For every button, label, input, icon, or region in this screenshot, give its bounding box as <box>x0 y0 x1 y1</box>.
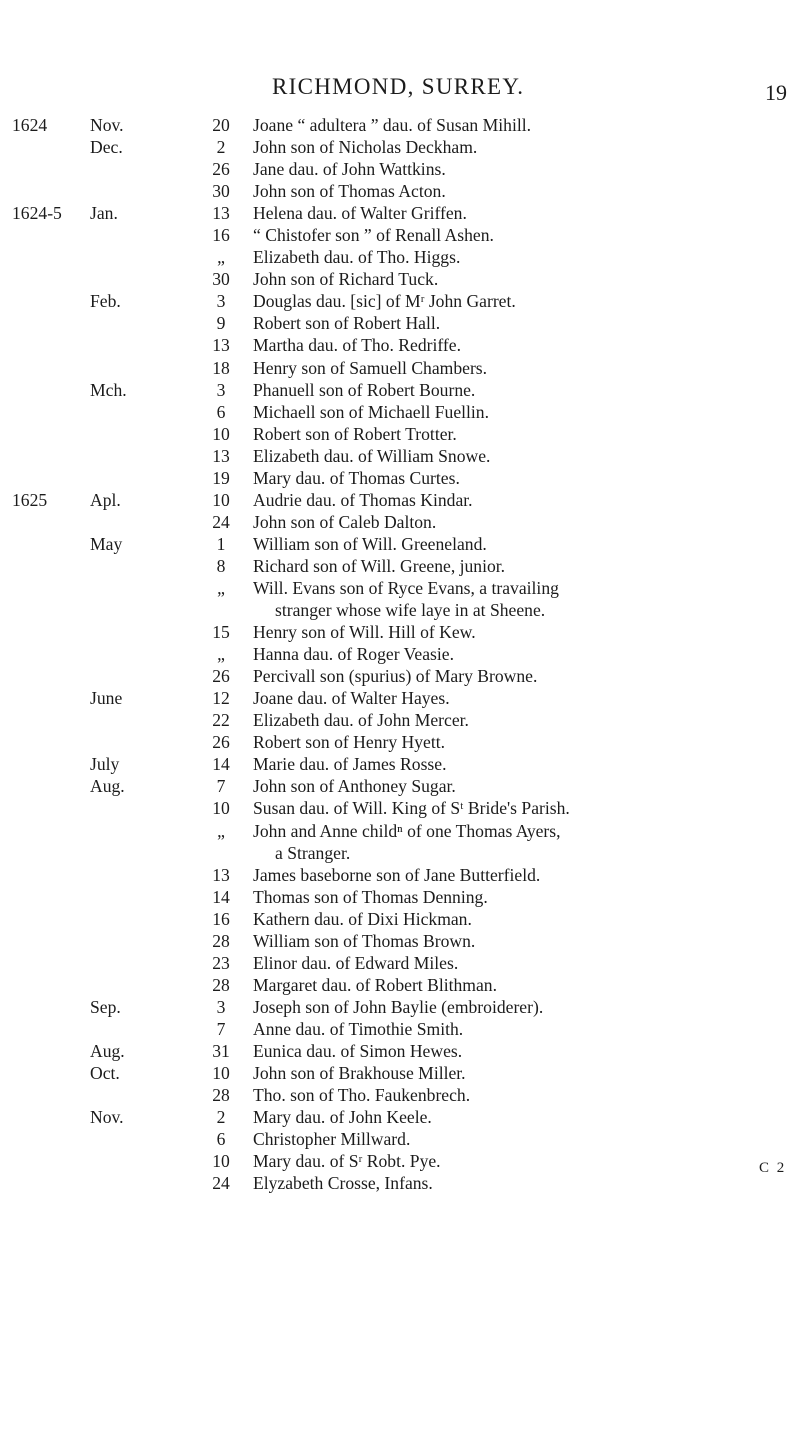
entry-text <box>253 202 793 224</box>
register-entry <box>0 930 800 952</box>
register-entry <box>0 268 800 290</box>
entry-text-main: Joane dau. of Walter Hayes. <box>253 688 450 709</box>
entry-day: „ <box>217 820 225 841</box>
entry-text-main: Martha dau. of Tho. Redriffe. <box>253 335 461 356</box>
register-entry <box>0 1084 800 1106</box>
entry-text-main: Margaret dau. of Robert Blithman. <box>253 974 497 995</box>
entry-month: Mch. <box>90 379 127 400</box>
register-entry <box>0 334 800 356</box>
register-entry <box>0 357 800 379</box>
entry-text <box>253 445 793 467</box>
register-entry <box>0 401 800 423</box>
entry-text <box>253 797 793 819</box>
entry-day: 16 <box>212 225 230 246</box>
entry-text-main: Elyzabeth Crosse, Infans. <box>253 1173 433 1194</box>
register-entry <box>0 820 800 864</box>
entry-day: 26 <box>212 666 230 687</box>
entry-text-main: Robert son of Robert Trotter. <box>253 423 457 444</box>
entry-day: 14 <box>212 754 230 775</box>
entry-text-main: John son of Nicholas Deckham. <box>253 137 478 158</box>
register-entry <box>0 621 800 643</box>
entry-day: 10 <box>212 423 230 444</box>
entry-text-main: John son of Caleb Dalton. <box>253 511 437 532</box>
entry-text <box>253 180 793 202</box>
entry-day: 10 <box>212 489 230 510</box>
entry-text <box>253 974 793 996</box>
entry-text <box>253 357 793 379</box>
entry-text-main: Mary dau. of Thomas Curtes. <box>253 467 460 488</box>
register-entry <box>0 687 800 709</box>
entry-month: Dec. <box>90 137 123 158</box>
page-header <box>0 74 800 104</box>
entry-day: 3 <box>216 379 226 400</box>
entry-text-main: John son of Anthoney Sugar. <box>253 776 456 797</box>
entry-text <box>253 952 793 974</box>
entry-text <box>253 753 793 775</box>
entry-text-main: Eunica dau. of Simon Hewes. <box>253 1040 463 1061</box>
entry-text-main: James baseborne son of Jane Butterfield. <box>253 864 541 885</box>
entry-day: 24 <box>212 1173 230 1194</box>
entry-day: 1 <box>216 533 226 554</box>
entry-day: 28 <box>212 974 230 995</box>
register-entry <box>0 312 800 334</box>
entry-month: Nov. <box>90 1107 124 1128</box>
entry-day: 19 <box>212 467 230 488</box>
entry-text-main: Robert son of Henry Hyett. <box>253 732 446 753</box>
entry-text-main: John and Anne childⁿ of one Thomas Ayers, <box>253 820 561 841</box>
entry-month: Feb. <box>90 291 121 312</box>
entry-text <box>253 996 793 1018</box>
register-entry <box>0 290 800 312</box>
entry-text-main: Tho. son of Tho. Faukenbrech. <box>253 1085 471 1106</box>
entry-day: 10 <box>212 1151 230 1172</box>
entry-text-main: Will. Evans son of Ryce Evans, a travailing <box>253 577 559 598</box>
entry-text-main: Jane dau. of John Wattkins. <box>253 159 446 180</box>
entry-text <box>253 1172 793 1194</box>
entry-month: Sep. <box>90 996 121 1017</box>
entry-text-main: Richard son of Will. Greene, junior. <box>253 555 506 576</box>
entry-day: 6 <box>216 401 226 422</box>
entry-text <box>253 687 793 709</box>
entry-day: 13 <box>212 445 230 466</box>
register-entry <box>0 1172 800 1194</box>
entry-day: 2 <box>216 1107 226 1128</box>
entry-text-main: Henry son of Will. Hill of Kew. <box>253 622 476 643</box>
entry-day: 24 <box>212 511 230 532</box>
entry-day: 7 <box>216 776 226 797</box>
entry-day: 10 <box>212 798 230 819</box>
entry-text-continuation: stranger whose wife laye in at Sheene. <box>275 600 546 621</box>
entry-text-main: John son of Richard Tuck. <box>253 269 439 290</box>
entry-day: 30 <box>212 269 230 290</box>
entry-text-main: Elinor dau. of Edward Miles. <box>253 952 459 973</box>
entry-text <box>253 643 793 665</box>
entry-text-main: Elizabeth dau. of William Snowe. <box>253 445 491 466</box>
entry-text-main: Kathern dau. of Dixi Hickman. <box>253 908 472 929</box>
entry-text-main: John son of Thomas Acton. <box>253 181 446 202</box>
entry-day: 20 <box>212 115 230 135</box>
entry-text-main: Marie dau. of James Rosse. <box>253 754 447 775</box>
entry-day: 18 <box>212 357 230 378</box>
entry-text <box>253 158 793 180</box>
register-entry <box>0 533 800 555</box>
entry-day: 13 <box>212 335 230 356</box>
entry-text-main: Henry son of Samuell Chambers. <box>253 357 488 378</box>
entry-text-main: “ Chistofer son ” of Renall Ashen. <box>253 225 494 246</box>
entry-day: 2 <box>216 137 226 158</box>
register-entry <box>0 202 800 224</box>
entry-text <box>253 820 793 864</box>
entry-day: „ <box>217 644 225 665</box>
entry-text <box>253 731 793 753</box>
entry-text <box>253 775 793 797</box>
entry-text-main: Michaell son of Michaell Fuellin. <box>253 401 490 422</box>
entry-year: 1625 <box>12 489 48 510</box>
entry-day: 3 <box>216 291 226 312</box>
register-entry <box>0 1062 800 1084</box>
entry-text-main: Audrie dau. of Thomas Kindar. <box>253 489 473 510</box>
register-entry <box>0 709 800 731</box>
entry-month: Apl. <box>90 489 121 510</box>
entry-day: 16 <box>212 908 230 929</box>
register-entry <box>0 114 800 136</box>
register-entry <box>0 555 800 577</box>
register-entry <box>0 753 800 775</box>
entry-text-main: Joseph son of John Baylie (embroiderer). <box>253 996 544 1017</box>
entry-day: 12 <box>212 688 230 709</box>
register-entry <box>0 1018 800 1040</box>
register-entry <box>0 136 800 158</box>
register-entry <box>0 1040 800 1062</box>
entry-text <box>253 1018 793 1040</box>
entry-month: Aug. <box>90 1040 125 1061</box>
entry-text <box>253 1106 793 1128</box>
register-entry <box>0 952 800 974</box>
entry-day: 15 <box>212 622 230 643</box>
entry-text <box>253 136 793 158</box>
entry-month: Aug. <box>90 776 125 797</box>
entry-day: 22 <box>212 710 230 731</box>
register-entry <box>0 1150 800 1172</box>
register-entry <box>0 180 800 202</box>
entry-month: June <box>90 688 123 709</box>
entry-day: 26 <box>212 732 230 753</box>
entry-text-continuation: a Stranger. <box>275 842 351 863</box>
entry-text-main: Phanuell son of Robert Bourne. <box>253 379 476 400</box>
entry-month: Jan. <box>90 203 118 224</box>
entry-text <box>253 268 793 290</box>
register-entry <box>0 379 800 401</box>
entry-text <box>253 1128 793 1150</box>
entry-day: 6 <box>216 1129 226 1150</box>
entry-text-main: Percivall son (spurius) of Mary Browne. <box>253 666 538 687</box>
entry-text <box>253 511 793 533</box>
entry-text <box>253 489 793 511</box>
register-entry <box>0 643 800 665</box>
register-entry <box>0 775 800 797</box>
register-entry <box>0 974 800 996</box>
register-entry <box>0 246 800 268</box>
entry-text <box>253 224 793 246</box>
entry-text <box>253 1040 793 1062</box>
entry-text-main: Anne dau. of Timothie Smith. <box>253 1018 464 1039</box>
register-entry <box>0 423 800 445</box>
entry-month: May <box>90 533 123 554</box>
entry-day: 8 <box>216 555 226 576</box>
entry-text <box>253 312 793 334</box>
register-entry <box>0 1128 800 1150</box>
entry-text-main: Hanna dau. of Roger Veasie. <box>253 644 454 665</box>
entry-text-main: William son of Will. Greeneland. <box>253 533 487 554</box>
running-head: RICHMOND, SURREY. <box>272 74 525 99</box>
entry-day: „ <box>217 247 225 268</box>
entry-month: Oct. <box>90 1063 120 1084</box>
entry-day: 26 <box>212 159 230 180</box>
register-entry <box>0 158 800 180</box>
entry-day: 13 <box>212 203 230 224</box>
entry-text <box>253 246 793 268</box>
entry-day: 23 <box>212 952 230 973</box>
register-entry <box>0 489 800 511</box>
entry-text <box>253 908 793 930</box>
register-entry <box>0 467 800 489</box>
entry-text-main: Mary dau. of Sʳ Robt. Pye. <box>253 1151 441 1172</box>
entry-day: 3 <box>216 996 226 1017</box>
entry-text <box>253 621 793 643</box>
register-entry <box>0 511 800 533</box>
entry-text <box>253 1084 793 1106</box>
entry-year: 1624-5 <box>12 203 62 224</box>
entry-text-main: Christopher Millward. <box>253 1129 411 1150</box>
entry-text-main: Susan dau. of Will. King of Sᵗ Bride's Parish. <box>253 798 570 819</box>
entry-text-main: John son of Brakhouse Miller. <box>253 1063 466 1084</box>
register-entry <box>0 886 800 908</box>
entry-text <box>253 864 793 886</box>
entry-text-main: Mary dau. of John Keele. <box>253 1107 432 1128</box>
entry-text <box>253 401 793 423</box>
entry-text <box>253 1062 793 1084</box>
entry-text <box>253 886 793 908</box>
entry-text-main: Douglas dau. [sic] of Mʳ John Garret. <box>253 291 516 312</box>
entry-text <box>253 709 793 731</box>
entry-text-main: Elizabeth dau. of John Mercer. <box>253 710 469 731</box>
entry-month: Nov. <box>90 115 124 135</box>
entry-day: „ <box>217 577 225 598</box>
entry-text-main: Joane “ adultera ” dau. of Susan Mihill. <box>253 115 532 135</box>
entry-day: 9 <box>216 313 226 334</box>
entry-day: 28 <box>212 930 230 951</box>
entry-day: 14 <box>212 886 230 907</box>
entry-day: 31 <box>212 1040 230 1061</box>
register-entry <box>0 665 800 687</box>
entry-text <box>253 1150 793 1172</box>
entry-text <box>253 555 793 577</box>
entry-day: 13 <box>212 864 230 885</box>
entry-day: 28 <box>212 1085 230 1106</box>
register-entries <box>0 114 800 1194</box>
entry-text-main: Elizabeth dau. of Tho. Higgs. <box>253 247 461 268</box>
entry-year: 1624 <box>12 115 48 135</box>
entry-month: July <box>90 754 120 775</box>
entry-text <box>253 665 793 687</box>
entry-text <box>253 930 793 952</box>
entry-text <box>253 334 793 356</box>
register-entry <box>0 224 800 246</box>
page-number: 19 <box>765 80 787 105</box>
entry-text <box>253 423 793 445</box>
entry-text <box>253 114 793 136</box>
entry-text <box>253 533 793 555</box>
register-entry <box>0 731 800 753</box>
register-entry <box>0 445 800 467</box>
entry-day: 7 <box>216 1018 226 1039</box>
entry-day: 30 <box>212 181 230 202</box>
entry-text <box>253 290 793 312</box>
entry-text <box>253 577 793 621</box>
entry-text <box>253 379 793 401</box>
signature-mark: C 2 <box>759 1160 787 1176</box>
entry-text-main: William son of Thomas Brown. <box>253 930 476 951</box>
entry-day: 10 <box>212 1063 230 1084</box>
entry-text-main: Helena dau. of Walter Griffen. <box>253 203 467 224</box>
register-entry <box>0 1106 800 1128</box>
register-entry <box>0 577 800 621</box>
register-entry <box>0 996 800 1018</box>
entry-text <box>253 467 793 489</box>
register-entry <box>0 908 800 930</box>
register-entry <box>0 864 800 886</box>
entry-text-main: Robert son of Robert Hall. <box>253 313 441 334</box>
register-entry <box>0 797 800 819</box>
entry-text-main: Thomas son of Thomas Denning. <box>253 886 488 907</box>
